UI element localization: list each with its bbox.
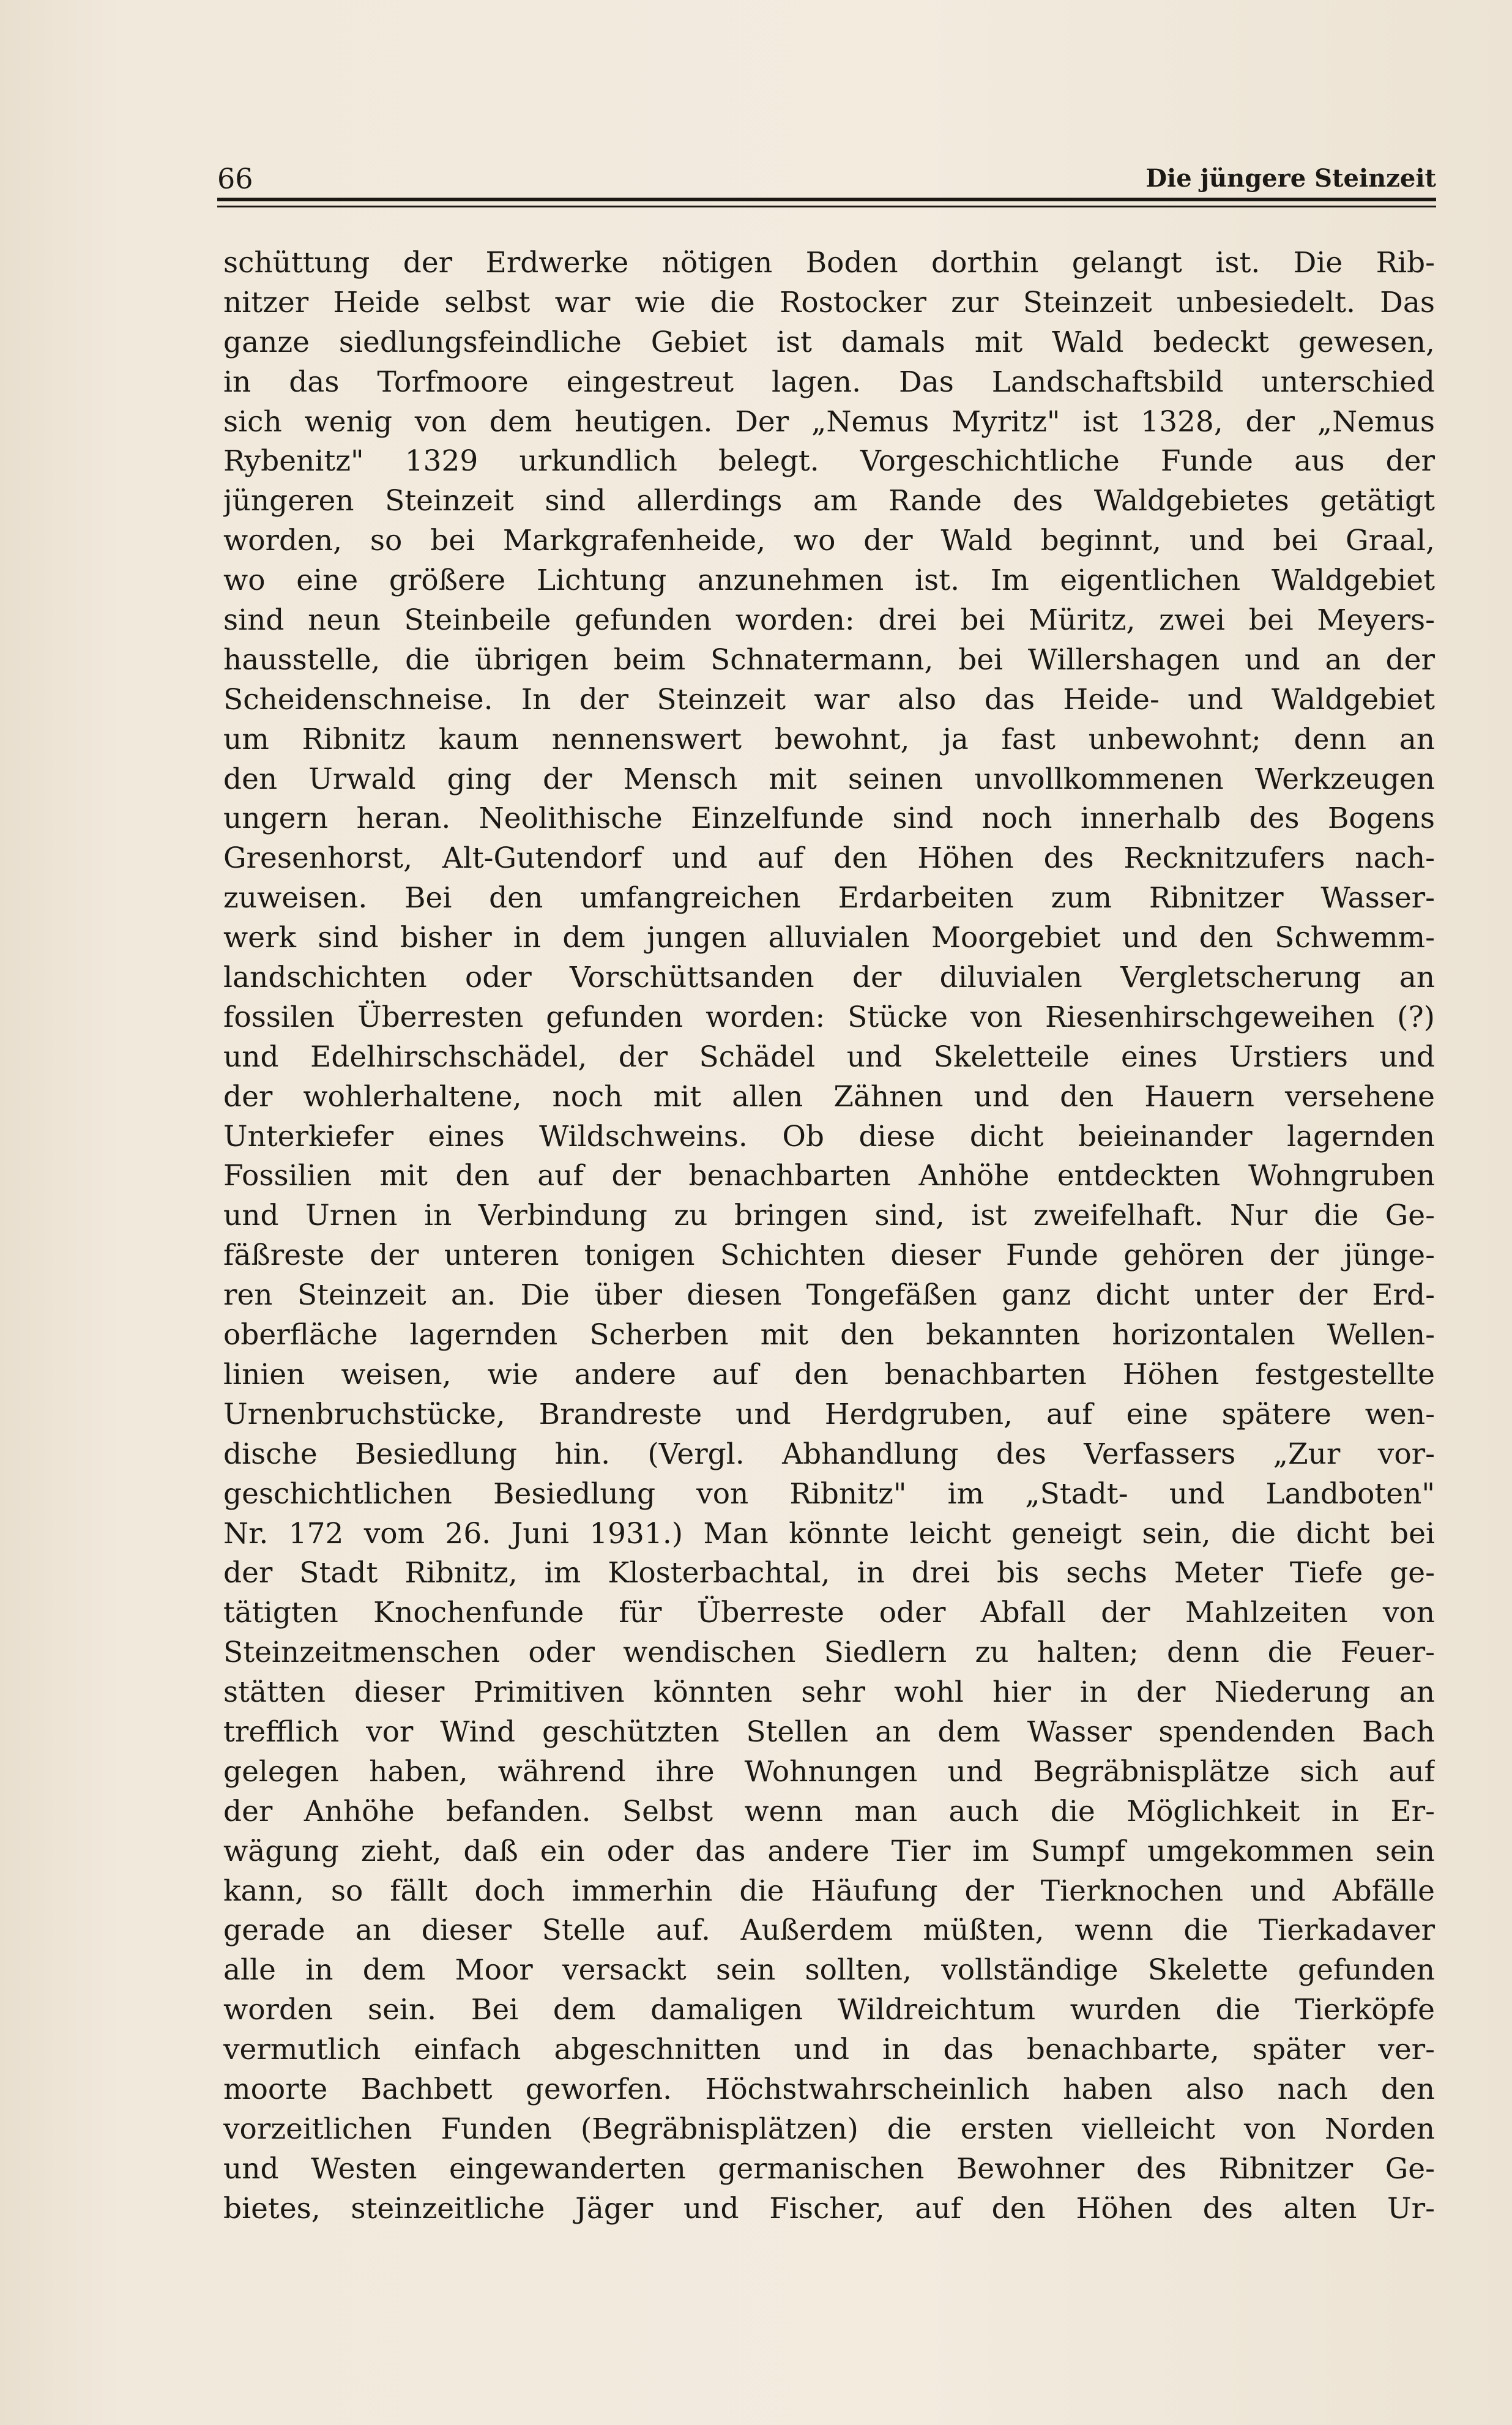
text-line: Steinzeitmenschen oder wendischen Siedlern zu halten; denn die Feuer- — [223, 1636, 1435, 1670]
text-line: ganze siedlungsfeindliche Gebiet ist damals mit Wald bedeckt gewesen, — [223, 325, 1435, 359]
text-line: bietes, steinzeitliche Jäger und Fischer, auf den Höhen des alten Ur- — [223, 2191, 1435, 2226]
text-line: Rybenitz" 1329 urkundlich belegt. Vorgeschichtliche Funde aus der — [223, 444, 1435, 479]
text-line: und Westen eingewanderten germanischen Bewohner des Ribnitzer Ge- — [223, 2151, 1435, 2186]
text-line: um Ribnitz kaum nennenswert bewohnt, ja fast unbewohnt; denn an — [223, 722, 1435, 756]
text-line: Urnenbruchstücke, Brandreste und Herdgruben, auf eine spätere wen- — [223, 1397, 1435, 1431]
text-line: worden sein. Bei dem damaligen Wildreichtum wurden die Tierköpfe — [223, 1993, 1435, 2027]
text-line: den Urwald ging der Mensch mit seinen unvollkommenen Werkzeugen — [223, 762, 1435, 796]
text-line: tätigten Knochenfunde für Überreste oder Abfall der Mahlzeiten von — [223, 1596, 1435, 1630]
text-line: ungern heran. Neolithische Einzelfunde sind noch innerhalb des Bogens — [223, 802, 1435, 836]
text-line: dische Besiedlung hin. (Vergl. Abhandlung des Verfassers „Zur vor- — [223, 1437, 1435, 1471]
text-line: sich wenig von dem heutigen. Der „Nemus Myritz" ist 1328, der „Nemus — [223, 404, 1435, 439]
text-line: fossilen Überresten gefunden worden: Stücke von Riesenhirschgeweihen (?) — [223, 1000, 1435, 1034]
text-line: linien weisen, wie andere auf den benachbarten Höhen festgestellte — [223, 1357, 1435, 1391]
text-line: geschichtlichen Besiedlung von Ribnitz" im „Stadt- und Landboten" — [223, 1477, 1435, 1511]
header-rule-thin — [217, 206, 1436, 207]
text-line: wo eine größere Lichtung anzunehmen ist. Im eigentlichen Waldgebiet — [223, 564, 1435, 598]
text-line: worden, so bei Markgrafenheide, wo der Wald beginnt, und bei Graal, — [223, 524, 1435, 558]
body-text — [223, 244, 1435, 2229]
text-line: oberfläche lagernden Scherben mit den bekannten horizontalen Wellen- — [223, 1318, 1435, 1352]
text-line: vorzeitlichen Funden (Begräbnisplätzen) die ersten vielleicht von Norden — [223, 2112, 1435, 2146]
text-line: moorte Bachbett geworfen. Höchstwahrscheinlich haben also nach den — [223, 2072, 1435, 2106]
text-line: wägung zieht, daß ein oder das andere Tier im Sumpf umgekommen sein — [223, 1834, 1435, 1868]
text-line: gerade an dieser Stelle auf. Außerdem müßten, wenn die Tierkadaver — [223, 1913, 1435, 1948]
text-line: in das Torfmoore eingestreut lagen. Das Landschaftsbild unterschied — [223, 365, 1435, 399]
text-line: gelegen haben, während ihre Wohnungen und Begräbnisplätze sich auf — [223, 1754, 1435, 1789]
text-line: ren Steinzeit an. Die über diesen Tongefäßen ganz dicht unter der Erd- — [223, 1278, 1435, 1313]
text-line: und Urnen in Verbindung zu bringen sind, ist zweifelhaft. Nur die Ge- — [223, 1199, 1435, 1233]
text-line: der wohlerhaltene, noch mit allen Zähnen und den Hauern versehene — [223, 1079, 1435, 1114]
header-rule-thick — [217, 198, 1436, 201]
text-line: Scheidenschneise. In der Steinzeit war also das Heide- und Waldgebiet — [223, 682, 1435, 717]
running-title: Die jüngere Steinzeit — [1145, 164, 1436, 193]
page-header — [217, 160, 1436, 197]
text-line: zuweisen. Bei den umfangreichen Erdarbeiten zum Ribnitzer Wasser- — [223, 881, 1435, 915]
text-line: trefflich vor Wind geschützten Stellen an dem Wasser spendenden Bach — [223, 1715, 1435, 1749]
text-line: hausstelle, die übrigen beim Schnatermann, bei Willershagen und an der — [223, 643, 1435, 677]
text-line: und Edelhirschschädel, der Schädel und Skeletteile eines Urstiers und — [223, 1040, 1435, 1074]
text-line: jüngeren Steinzeit sind allerdings am Rande des Waldgebietes getätigt — [223, 484, 1435, 518]
page-number: 66 — [217, 162, 253, 195]
text-line: fäßreste der unteren tonigen Schichten dieser Funde gehören der jünge- — [223, 1239, 1435, 1273]
text-line: der Stadt Ribnitz, im Klosterbachtal, in drei bis sechs Meter Tiefe ge- — [223, 1556, 1435, 1590]
text-line: Nr. 172 vom 26. Juni 1931.) Man könnte leicht geneigt sein, die dicht bei — [223, 1516, 1435, 1551]
text-line: stätten dieser Primitiven könnten sehr wohl hier in der Niederung an — [223, 1675, 1435, 1710]
text-line: Fossilien mit den auf der benachbarten Anhöhe entdeckten Wohngruben — [223, 1159, 1435, 1193]
text-line: der Anhöhe befanden. Selbst wenn man auch die Möglichkeit in Er- — [223, 1794, 1435, 1828]
text-line: schüttung der Erdwerke nötigen Boden dorthin gelangt ist. Die Rib- — [223, 246, 1435, 280]
text-line: Gresenhorst, Alt-Gutendorf und auf den Höhen des Recknitzufers nach- — [223, 841, 1435, 876]
text-line: nitzer Heide selbst war wie die Rostocker zur Steinzeit unbesiedelt. Das — [223, 285, 1435, 319]
text-line: alle in dem Moor versackt sein sollten, vollständige Skelette gefunden — [223, 1953, 1435, 1987]
text-line: werk sind bisher in dem jungen alluvialen Moorgebiet und den Schwemm- — [223, 921, 1435, 955]
text-line: kann, so fällt doch immerhin die Häufung der Tierknochen und Abfälle — [223, 1874, 1435, 1908]
text-line: landschichten oder Vorschüttsanden der diluvialen Vergletscherung an — [223, 961, 1435, 995]
text-line: Unterkiefer eines Wildschweins. Ob diese dicht beieinander lagernden — [223, 1119, 1435, 1153]
text-line: sind neun Steinbeile gefunden worden: drei bei Müritz, zwei bei Meyers- — [223, 603, 1435, 638]
text-line: vermutlich einfach abgeschnitten und in das benachbarte, später ver- — [223, 2033, 1435, 2067]
